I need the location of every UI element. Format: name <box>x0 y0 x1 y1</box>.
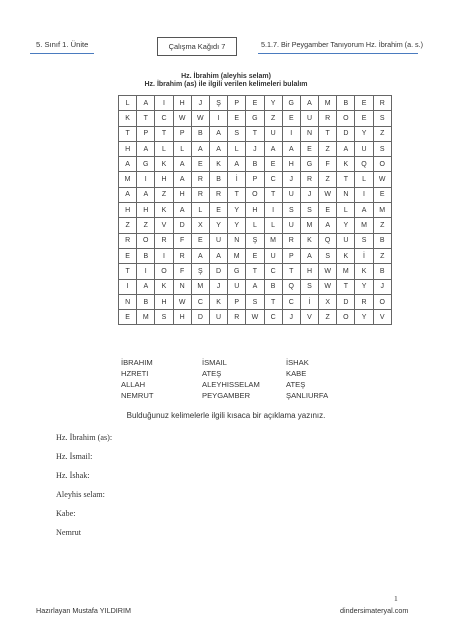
question-list <box>56 432 112 546</box>
grid-cell: B <box>373 233 391 248</box>
grid-cell: E <box>355 96 373 111</box>
grid-cell: T <box>337 279 355 294</box>
grid-cell: L <box>191 203 209 218</box>
word-item: ATEŞ <box>202 369 222 378</box>
grid-cell: Z <box>373 126 391 141</box>
grid-cell: U <box>337 233 355 248</box>
grid-cell: H <box>300 264 318 279</box>
grid-cell: Z <box>137 218 155 233</box>
grid-cell: K <box>119 111 137 126</box>
grid-cell: S <box>155 310 173 325</box>
site-credit: dindersimateryal.com <box>340 606 409 615</box>
grid-cell: W <box>373 172 391 187</box>
grid-cell: M <box>191 279 209 294</box>
grid-cell: T <box>246 126 264 141</box>
grid-cell: K <box>300 233 318 248</box>
grid-cell: T <box>246 264 264 279</box>
grid-cell: T <box>264 187 282 202</box>
grid-cell: R <box>228 310 246 325</box>
grid-cell: P <box>137 126 155 141</box>
grid-cell: K <box>209 294 227 309</box>
grid-cell: W <box>246 310 264 325</box>
word-item: İSMAIL <box>202 358 227 367</box>
grid-cell: Z <box>373 218 391 233</box>
grid-cell: O <box>246 187 264 202</box>
grid-cell: P <box>246 172 264 187</box>
grid-cell: M <box>373 203 391 218</box>
grid-cell: R <box>373 96 391 111</box>
worksheet-box: Çalışma Kağıdı 7 <box>157 37 237 56</box>
grid-cell: Y <box>355 310 373 325</box>
grid-cell: R <box>173 248 191 263</box>
grid-cell: F <box>173 264 191 279</box>
grid-cell: U <box>282 187 300 202</box>
grid-cell: E <box>191 233 209 248</box>
grid-cell: S <box>373 111 391 126</box>
grid-cell: A <box>300 248 318 263</box>
grid-cell: G <box>137 157 155 172</box>
word-item: İSHAK <box>286 358 309 367</box>
grid-cell: P <box>173 126 191 141</box>
grid-row <box>119 96 392 111</box>
grid-cell: B <box>246 157 264 172</box>
grid-cell: Y <box>264 96 282 111</box>
grid-cell: H <box>173 310 191 325</box>
grid-cell: X <box>319 294 337 309</box>
grid-cell: M <box>337 264 355 279</box>
grid-cell: M <box>300 218 318 233</box>
grid-cell: O <box>337 310 355 325</box>
grid-cell: A <box>300 96 318 111</box>
grid-cell: U <box>282 218 300 233</box>
grid-cell: K <box>337 248 355 263</box>
grid-cell: E <box>119 248 137 263</box>
topic-label: 5.1.7. Bir Peygamber Tanıyorum Hz. İbrahim (a. s.) <box>261 40 424 49</box>
grid-cell: S <box>319 248 337 263</box>
grade-label: 5. Sınıf 1. Ünite <box>36 40 89 49</box>
grid-row <box>119 141 392 156</box>
grid-cell: T <box>119 126 137 141</box>
grid-cell: I <box>264 203 282 218</box>
page-number: 1 <box>394 594 398 603</box>
grid-cell: Z <box>319 310 337 325</box>
grid-cell: S <box>282 203 300 218</box>
grid-row <box>119 218 392 233</box>
grid-cell: X <box>191 218 209 233</box>
grid-cell: D <box>173 218 191 233</box>
grid-cell: L <box>337 203 355 218</box>
grid-cell: H <box>137 203 155 218</box>
grid-cell: A <box>209 141 227 156</box>
grid-cell: A <box>282 141 300 156</box>
grid-cell: S <box>300 203 318 218</box>
grid-cell: T <box>228 187 246 202</box>
grid-cell: S <box>246 294 264 309</box>
grid-cell: Y <box>228 218 246 233</box>
grid-cell: T <box>282 264 300 279</box>
grid-cell: Y <box>355 126 373 141</box>
grid-cell: Q <box>355 157 373 172</box>
grid-cell: W <box>319 264 337 279</box>
grid-cell: W <box>191 111 209 126</box>
grid-cell: R <box>191 187 209 202</box>
grid-cell: A <box>137 96 155 111</box>
grid-cell: K <box>155 279 173 294</box>
grid-cell: L <box>246 218 264 233</box>
grid-cell: N <box>300 126 318 141</box>
grid-cell: B <box>337 96 355 111</box>
grid-row <box>119 279 392 294</box>
grid-cell: S <box>373 141 391 156</box>
grid-cell: A <box>173 203 191 218</box>
grid-cell: L <box>355 172 373 187</box>
grid-cell: A <box>173 157 191 172</box>
grid-cell: R <box>355 294 373 309</box>
grid-cell: V <box>155 218 173 233</box>
grid-cell: A <box>337 141 355 156</box>
grid-cell: A <box>209 248 227 263</box>
grid-cell: L <box>155 141 173 156</box>
grid-cell: I <box>137 264 155 279</box>
question-ibrahim: Hz. İbrahim (as): <box>56 433 113 442</box>
grid-row <box>119 126 392 141</box>
grid-cell: D <box>337 126 355 141</box>
puzzle-title: Hz. İbrahim (aleyhis selam) <box>181 73 271 80</box>
grid-cell: İ <box>228 172 246 187</box>
grid-cell: H <box>155 172 173 187</box>
grid-cell: P <box>282 248 300 263</box>
grid-cell: U <box>355 141 373 156</box>
grid-row <box>119 172 392 187</box>
puzzle-subtitle: Hz. İbrahim (as) ile ilgili verilen kelimeleri bulalım <box>144 81 308 88</box>
grid-cell: F <box>173 233 191 248</box>
grid-cell: N <box>337 187 355 202</box>
question-ishak: Hz. İshak: <box>56 471 90 480</box>
grid-row <box>119 310 392 325</box>
grid-cell: K <box>337 157 355 172</box>
grid-cell: G <box>300 157 318 172</box>
word-list-column-3 <box>286 357 386 401</box>
grid-cell: J <box>191 96 209 111</box>
grid-cell: O <box>373 157 391 172</box>
grid-cell: R <box>191 172 209 187</box>
grid-cell: N <box>228 233 246 248</box>
grid-cell: M <box>355 218 373 233</box>
grid-cell: I <box>155 248 173 263</box>
grid-cell: J <box>282 172 300 187</box>
grid-cell: O <box>337 111 355 126</box>
grid-cell: N <box>173 279 191 294</box>
grid-cell: S <box>300 279 318 294</box>
grid-cell: H <box>155 294 173 309</box>
grid-cell: J <box>373 279 391 294</box>
word-item: ALLAH <box>121 380 146 389</box>
grid-cell: E <box>228 111 246 126</box>
grid-cell: J <box>246 141 264 156</box>
grid-cell: W <box>173 294 191 309</box>
grid-cell: J <box>300 187 318 202</box>
grid-cell: R <box>319 111 337 126</box>
grid-cell: M <box>119 172 137 187</box>
grid-cell: B <box>264 279 282 294</box>
grid-cell: E <box>355 111 373 126</box>
grid-cell: E <box>119 310 137 325</box>
grid-row <box>119 248 392 263</box>
grid-cell: U <box>209 233 227 248</box>
grid-cell: H <box>282 157 300 172</box>
word-item: HZRETI <box>121 369 149 378</box>
grid-row <box>119 111 392 126</box>
grid-cell: B <box>191 126 209 141</box>
grid-cell: H <box>173 187 191 202</box>
grid-cell: P <box>228 294 246 309</box>
grid-row <box>119 264 392 279</box>
grid-cell: U <box>209 310 227 325</box>
grid-cell: B <box>209 172 227 187</box>
grid-row <box>119 203 392 218</box>
grid-cell: H <box>119 203 137 218</box>
grid-cell: G <box>282 96 300 111</box>
grid-cell: W <box>319 279 337 294</box>
grid-cell: I <box>137 172 155 187</box>
instruction-text: Bulduğunuz kelimelerle ilgili kısaca bir açıklama yazınız. <box>126 411 326 420</box>
grid-cell: B <box>137 248 155 263</box>
grid-cell: U <box>264 126 282 141</box>
grid-cell: Z <box>319 172 337 187</box>
grid-cell: U <box>228 279 246 294</box>
grid-cell: W <box>173 111 191 126</box>
grid-cell: P <box>228 96 246 111</box>
grid-cell: A <box>173 172 191 187</box>
word-item: KABE <box>286 369 307 378</box>
grid-cell: I <box>155 96 173 111</box>
grid-cell: K <box>155 157 173 172</box>
grid-cell: N <box>119 294 137 309</box>
grid-cell: H <box>246 203 264 218</box>
word-item: PEYGAMBER <box>202 391 251 400</box>
word-item: ALEYHISSELAM <box>202 380 260 389</box>
grid-cell: C <box>264 310 282 325</box>
grid-cell: D <box>209 264 227 279</box>
word-item: İBRAHIM <box>121 358 153 367</box>
grid-cell: O <box>155 264 173 279</box>
grid-row <box>119 157 392 172</box>
grid-cell: R <box>119 233 137 248</box>
grid-cell: L <box>119 96 137 111</box>
grid-cell: A <box>137 187 155 202</box>
grid-cell: A <box>191 248 209 263</box>
grid-cell: R <box>209 187 227 202</box>
grid-cell: A <box>119 187 137 202</box>
grid-cell: K <box>209 157 227 172</box>
author-credit: Hazırlayan Mustafa YILDIRIM <box>36 606 131 615</box>
grid-cell: L <box>173 141 191 156</box>
grid-row <box>119 187 392 202</box>
grid-cell: O <box>137 233 155 248</box>
grid-cell: G <box>246 111 264 126</box>
word-item: ŞANLIURFA <box>286 391 329 400</box>
question-aleyhisselam: Aleyhis selam: <box>56 490 105 499</box>
grid-cell: J <box>209 279 227 294</box>
word-item: ATEŞ <box>286 380 306 389</box>
grid-cell: A <box>246 279 264 294</box>
grid-cell: İ <box>300 294 318 309</box>
grid-cell: C <box>191 294 209 309</box>
question-ismail: Hz. İsmail: <box>56 452 93 461</box>
grid-cell: A <box>137 141 155 156</box>
grid-cell: E <box>246 248 264 263</box>
grid-cell: E <box>319 203 337 218</box>
grid-cell: A <box>191 141 209 156</box>
grid-cell: W <box>319 187 337 202</box>
grid-cell: G <box>228 264 246 279</box>
grid-cell: Z <box>155 187 173 202</box>
grid-cell: B <box>137 294 155 309</box>
grid-cell: S <box>228 126 246 141</box>
grid-cell: F <box>319 157 337 172</box>
grid-cell: I <box>282 126 300 141</box>
grid-cell: A <box>209 126 227 141</box>
grid-cell: U <box>300 111 318 126</box>
grid-cell: D <box>191 310 209 325</box>
grid-cell: H <box>119 141 137 156</box>
grid-cell: O <box>373 294 391 309</box>
grid-cell: Y <box>209 218 227 233</box>
grid-cell: E <box>300 141 318 156</box>
grid-cell: H <box>173 96 191 111</box>
grid-cell: E <box>246 96 264 111</box>
header-underline-left <box>30 53 94 54</box>
grid-cell: Y <box>337 218 355 233</box>
grid-cell: T <box>137 111 155 126</box>
grid-cell: Q <box>319 233 337 248</box>
grid-cell: U <box>264 248 282 263</box>
grid-cell: Z <box>264 111 282 126</box>
grid-cell: E <box>282 111 300 126</box>
grid-cell: M <box>228 248 246 263</box>
grid-cell: T <box>119 264 137 279</box>
grid-cell: V <box>373 310 391 325</box>
grid-cell: Q <box>282 279 300 294</box>
question-kabe: Kabe: <box>56 509 76 518</box>
grid-cell: M <box>319 96 337 111</box>
grid-cell: İ <box>355 248 373 263</box>
grid-cell: I <box>209 111 227 126</box>
grid-cell: I <box>119 279 137 294</box>
grid-cell: Ş <box>246 233 264 248</box>
grid-cell: R <box>155 233 173 248</box>
grid-row <box>119 233 392 248</box>
grid-cell: Z <box>119 218 137 233</box>
grid-cell: T <box>337 172 355 187</box>
grid-cell: C <box>264 264 282 279</box>
word-item: NEMRUT <box>121 391 154 400</box>
grid-cell: A <box>228 157 246 172</box>
grid-cell: K <box>355 264 373 279</box>
grid-cell: T <box>155 126 173 141</box>
grid-cell: T <box>319 126 337 141</box>
grid-cell: J <box>282 310 300 325</box>
grid-row <box>119 294 392 309</box>
grid-cell: C <box>155 111 173 126</box>
grid-cell: S <box>355 233 373 248</box>
grid-cell: K <box>155 203 173 218</box>
question-nemrut: Nemrut <box>56 528 82 537</box>
grid-cell: Y <box>228 203 246 218</box>
grid-cell: R <box>282 233 300 248</box>
grid-cell: A <box>119 157 137 172</box>
grid-cell: C <box>264 172 282 187</box>
grid-cell: Z <box>373 248 391 263</box>
grid-cell: R <box>300 172 318 187</box>
header-underline-right <box>258 53 418 54</box>
grid-cell: A <box>137 279 155 294</box>
grid-cell: Ş <box>191 264 209 279</box>
grid-cell: E <box>264 157 282 172</box>
word-search-grid <box>118 95 392 325</box>
grid-cell: T <box>264 294 282 309</box>
grid-cell: B <box>373 264 391 279</box>
grid-cell: M <box>264 233 282 248</box>
grid-cell: A <box>264 141 282 156</box>
grid-cell: D <box>337 294 355 309</box>
grid-cell: V <box>300 310 318 325</box>
grid-cell: E <box>209 203 227 218</box>
grid-cell: I <box>355 187 373 202</box>
grid-cell: C <box>282 294 300 309</box>
grid-cell: E <box>373 187 391 202</box>
grid-cell: M <box>137 310 155 325</box>
grid-cell: Y <box>355 279 373 294</box>
grid-cell: A <box>319 218 337 233</box>
grid-cell: L <box>228 141 246 156</box>
grid-cell: L <box>264 218 282 233</box>
grid-cell: E <box>191 157 209 172</box>
grid-cell: A <box>355 203 373 218</box>
grid-cell: Z <box>319 141 337 156</box>
grid-cell: Ş <box>209 96 227 111</box>
